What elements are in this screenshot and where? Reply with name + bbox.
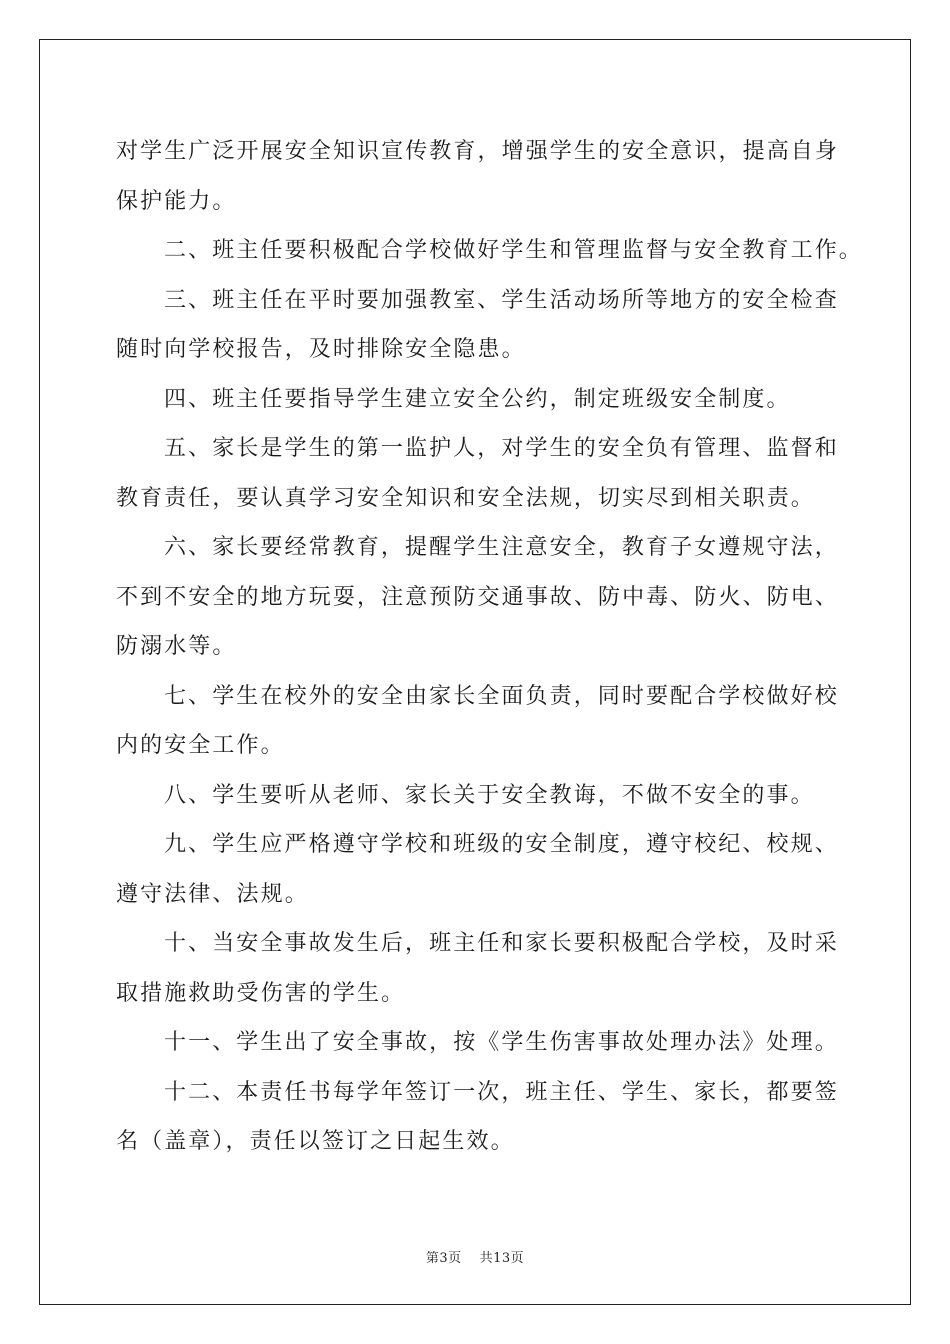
paragraph-line: 八、学生要听从老师、家长关于安全教诲，不做不安全的事。 (164, 782, 815, 808)
paragraph-line: 随时向学校报告，及时排除安全隐患。 (116, 337, 526, 362)
paragraph-line: 遵守法律、法规。 (116, 881, 309, 907)
paragraph (116, 424, 838, 523)
paragraph (116, 1068, 838, 1167)
paragraph-line: 九、学生应严格遵守学校和班级的安全制度，遵守校纪、校规、 (164, 832, 839, 857)
paragraph (116, 672, 838, 771)
paragraph-line: 取措施救助受伤害的学生。 (116, 980, 406, 1006)
paragraph-line: 五、家长是学生的第一监护人，对学生的安全负有管理、监督和 (164, 436, 839, 461)
paragraph (116, 226, 863, 276)
paragraph-line: 七、学生在校外的安全由家长全面负责，同时要配合学校做好校 (164, 683, 839, 709)
paragraph (116, 820, 838, 919)
paragraph-line: 十、当安全事故发生后，班主任和家长要积极配合学校，及时采 (164, 931, 839, 956)
current-page-label: 第3页 (425, 1251, 462, 1266)
paragraph-line: 三、班主任在平时要加强教室、学生活动场所等地方的安全检查 (164, 287, 839, 313)
paragraph (116, 127, 838, 226)
paragraph (116, 523, 838, 672)
paragraph-line: 十一、学生出了安全事故，按《学生伤害事故处理办法》处理。 (164, 1030, 839, 1055)
paragraph (116, 771, 838, 821)
paragraph-line: 二、班主任要积极配合学校做好学生和管理监督与安全教育工作。 (164, 238, 863, 263)
document-body (116, 127, 863, 1167)
page-footer (0, 1247, 950, 1266)
paragraph (116, 375, 838, 425)
paragraph (116, 276, 838, 375)
paragraph-line: 教育责任，要认真学习安全知识和安全法规，切实尽到相关职责。 (116, 485, 815, 511)
paragraph (116, 919, 838, 1018)
paragraph-line: 十二、本责任书每学年签订一次，班主任、学生、家长，都要签 (164, 1079, 839, 1105)
paragraph-line: 对学生广泛开展安全知识宣传教育，增强学生的安全意识，提高自身 (116, 139, 840, 164)
paragraph-line: 防溺水等。 (116, 634, 237, 659)
paragraph (116, 1018, 838, 1068)
paragraph-line: 不到不安全的地方玩耍，注意预防交通事故、防中毒、防火、防电、 (116, 584, 840, 610)
total-pages-label: 共13页 (479, 1251, 525, 1266)
paragraph-line: 六、家长要经常教育，提醒学生注意安全，教育子女遵规守法， (164, 535, 839, 560)
paragraph-line: 名（盖章），责任以签订之日起生效。 (116, 1129, 515, 1154)
paragraph-line: 保护能力。 (116, 188, 237, 214)
paragraph-line: 四、班主任要指导学生建立安全公约，制定班级安全制度。 (164, 386, 791, 412)
paragraph-line: 内的安全工作。 (116, 733, 285, 758)
